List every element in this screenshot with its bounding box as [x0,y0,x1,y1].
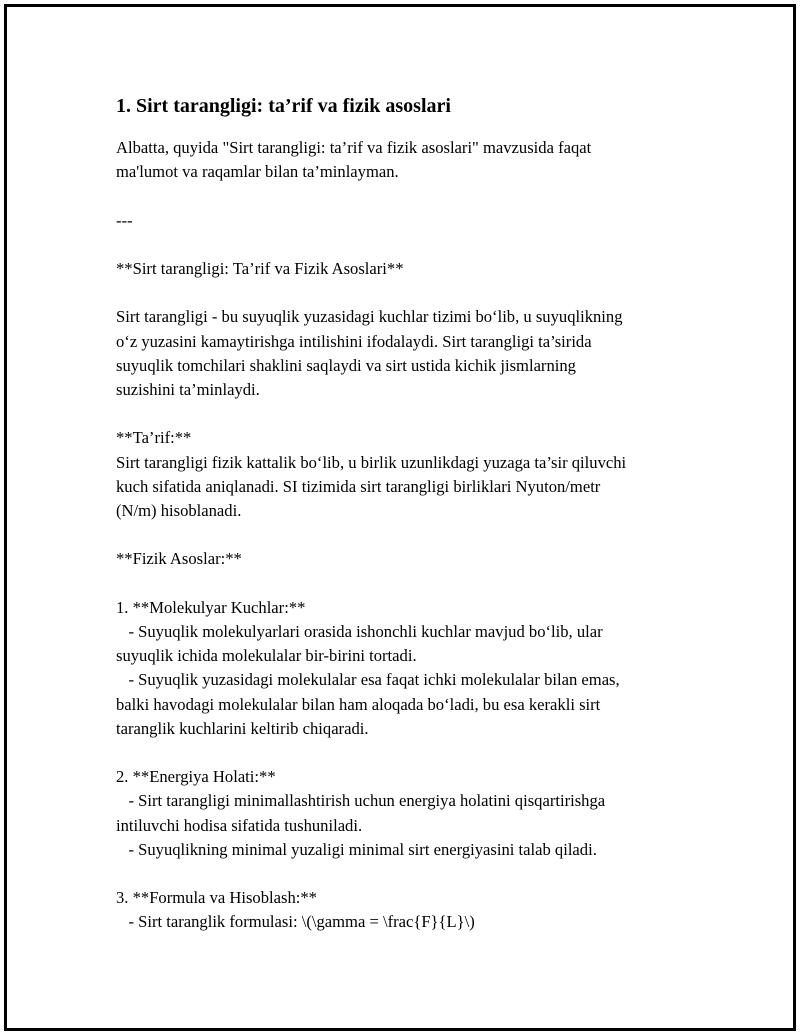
blank-line [116,572,686,596]
section-heading: **Sirt tarangligi: Ta’rif va Fizik Asoslari** [116,258,404,278]
document-title: 1. Sirt tarangligi: ta’rif va fizik asoslari [116,95,451,117]
list-item-formula-hisoblash: 3. **Formula va Hisoblash:** - Sirt taranglik formulasi: \(\gamma = \frac{F}{L}\) [116,888,475,932]
blank-line [116,281,686,305]
tarif-block: **Ta’rif:** Sirt tarangligi fizik kattalik bo‘lib, u birlik uzunlikdagi yuzaga ta’sir qiluvchi kuch sifatida aniqlanadi. SI tizimida sirt tarangligi birliklari Nyuton/metr (N/m) hisoblanadi. [116,428,627,520]
blank-line [116,523,686,547]
blank-line [116,741,686,765]
document-body [116,92,686,935]
blank-line [116,862,686,886]
list-item-energiya-holati: 2. **Energiya Holati:** - Sirt tarangligi minimallashtirish uchun energiya holatini qisqartirishga intiluvchi hodisa sifatida tushuniladi. - Suyuqlikning minimal yuzaligi minimal sirt energiyasini talab qiladi. [116,767,606,859]
definition-paragraph: Sirt tarangligi - bu suyuqlik yuzasidagi kuchlar tizimi bo‘lib, u suyuqlikning o‘z yuzasini kamaytirishga intilishini ifodalaydi. Sirt tarangligi ta’sirida suyuqlik tomchilari shaklini saqlaydi va sirt ustida kichik jismlarning suzishini ta’minlaydi. [116,307,623,399]
blank-line [116,233,686,257]
intro-paragraph: Albatta, quyida "Sirt tarangligi: ta’rif va fizik asoslari" mavzusida faqat ma'lumot va raqamlar bilan ta’minlayman. [116,138,592,182]
separator: --- [116,210,133,230]
blank-line [116,184,686,208]
fizik-asoslar-heading: **Fizik Asoslar:** [116,549,242,569]
blank-line [116,402,686,426]
list-item-molekulyar-kuchlar: 1. **Molekulyar Kuchlar:** - Suyuqlik molekulyarlari orasida ishonchli kuchlar mavjud bo‘lib, ular suyuqlik ichida molekulalar bir-birini tortadi. - Suyuqlik yuzasidagi molekulalar esa faqat ichki molekulalar bilan emas, balki havodagi molekulalar bilan ham aloqada bo‘ladi, bu esa kerakli sirt taranglik kuchlarini keltirib chiqaradi. [116,597,620,738]
